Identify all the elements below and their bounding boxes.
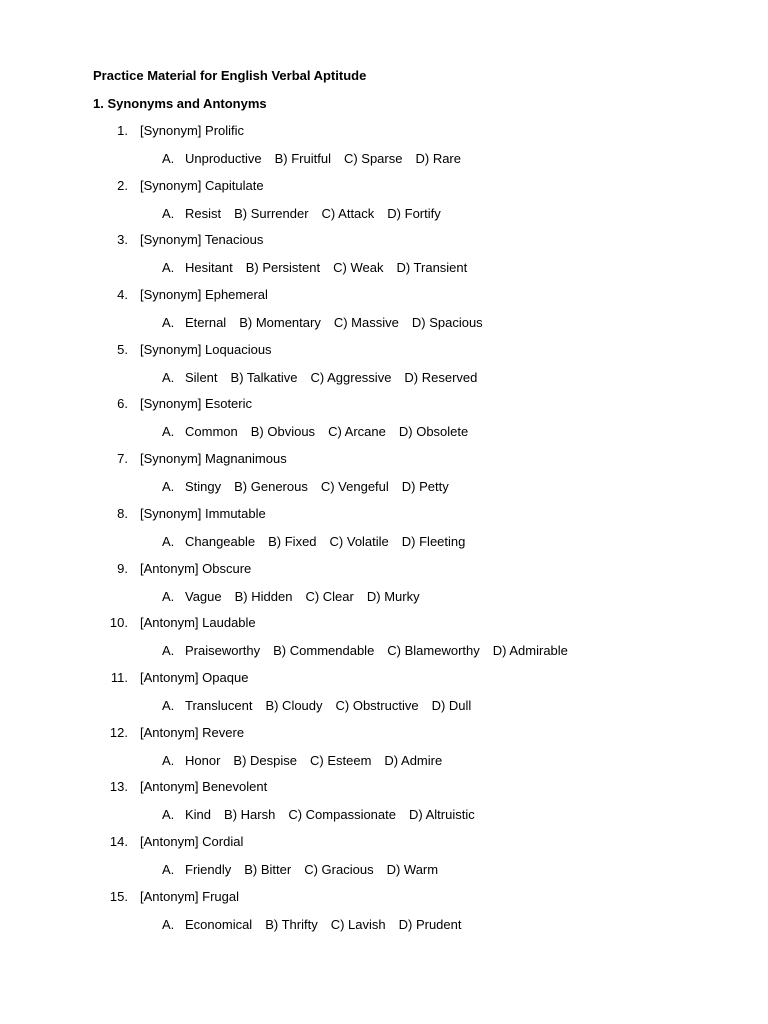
option-a-marker: A. [162,916,175,932]
question-word: Capitulate [205,177,264,193]
question-item [0,561,768,616]
question-item [0,123,768,178]
answer-option: D) Admirable [492,643,568,659]
answer-options [162,151,474,167]
question-item [0,779,768,834]
answer-option: D) Fortify [387,205,441,221]
answer-option: Economical [185,916,253,932]
answer-options [162,315,496,331]
question-item [0,670,768,725]
answer-option: C) Attack [321,205,375,221]
question-word: Prolific [205,123,245,138]
answer-options [162,479,462,495]
answer-option: B) Harsh [224,807,276,823]
answer-option: D) Murky [366,588,420,604]
question-word: Magnanimous [205,451,287,467]
answer-option: D) Reserved [404,369,478,385]
question-item [0,506,768,561]
option-a-marker: A. [162,588,175,604]
answer-option: Common [185,424,238,440]
question-text [140,889,239,905]
answer-option: Friendly [185,861,232,877]
answer-option: Praiseworthy [185,643,261,659]
question-item [0,889,768,944]
question-number: 2. [117,177,128,193]
answer-options [162,534,478,550]
answer-option: Translucent [185,697,253,713]
option-a-marker: A. [162,369,175,385]
question-number: 14. [109,833,128,849]
question-word: Obscure [202,560,252,576]
answer-option: D) Altruistic [408,807,475,823]
answer-option: D) Admire [384,752,443,768]
answer-option: C) Arcane [328,424,386,440]
answer-option: B) Bitter [244,861,292,877]
question-item [0,615,768,670]
question-number: 9. [117,560,128,576]
answer-option: Vague [185,588,222,604]
answer-option: C) Aggressive [310,369,392,385]
question-text [140,287,268,303]
question-text [140,342,272,358]
question-word: Benevolent [202,779,268,795]
question-number: 15. [109,888,128,904]
answer-option: B) Despise [233,752,297,768]
answer-option: D) Prudent [398,916,462,932]
answer-option: B) Talkative [230,369,298,385]
question-item [0,834,768,889]
answer-options [162,807,488,823]
question-text [140,232,263,248]
question-number: 11. [110,669,128,685]
question-text [140,834,243,850]
answer-options [162,862,451,878]
answer-options [162,753,455,769]
question-text [140,506,266,522]
question-text [140,451,287,467]
answer-option: B) Generous [234,479,308,495]
option-a-marker: A. [162,315,175,331]
option-a-marker: A. [162,807,175,823]
question-type-tag: [Synonym] [140,505,202,521]
question-item [0,451,768,506]
answer-option: C) Massive [333,315,399,331]
answer-option: Silent [185,369,218,385]
question-text [140,123,244,139]
answer-option: D) Rare [415,151,461,166]
answer-option: D) Petty [401,479,449,495]
answer-option: Stingy [185,479,222,495]
question-word: Immutable [205,505,266,521]
question-number: 5. [117,341,128,357]
question-item [0,342,768,397]
option-a-marker: A. [162,643,175,659]
answer-option: C) Sparse [343,151,403,166]
answer-options [162,643,581,659]
question-type-tag: [Antonym] [140,724,199,740]
option-a-marker: A. [162,533,175,549]
answer-option: B) Commendable [273,643,375,659]
option-a-marker: A. [162,697,175,713]
answer-option: B) Hidden [234,588,293,604]
question-type-tag: [Synonym] [140,396,202,412]
answer-option: D) Spacious [411,315,483,331]
question-item [0,232,768,287]
option-a-marker: A. [162,424,175,440]
question-list [0,123,768,943]
answer-option: D) Dull [431,697,472,713]
question-type-tag: [Antonym] [140,615,199,631]
question-type-tag: [Synonym] [140,287,202,303]
question-number: 10. [109,615,128,631]
question-word: Frugal [202,888,240,904]
answer-option: C) Clear [305,588,354,604]
question-item [0,725,768,780]
question-word: Opaque [202,669,249,685]
answer-option: Unproductive [185,151,262,166]
question-number: 6. [117,396,128,412]
question-type-tag: [Antonym] [140,669,199,685]
option-a-marker: A. [162,479,175,495]
answer-option: C) Obstructive [335,697,419,713]
answer-option: B) Surrender [234,205,309,221]
option-a-marker: A. [162,752,175,768]
answer-option: D) Obsolete [398,424,469,440]
question-type-tag: [Synonym] [140,177,202,193]
question-type-tag: [Antonym] [140,833,199,849]
answer-option: B) Fixed [268,533,317,549]
answer-option: D) Warm [386,861,439,877]
question-type-tag: [Synonym] [140,123,202,138]
option-a-marker: A. [162,260,175,276]
question-type-tag: [Synonym] [140,451,202,467]
answer-options [162,424,481,440]
question-number: 4. [117,287,128,303]
question-number: 8. [117,505,128,521]
answer-option: D) Fleeting [401,533,466,549]
answer-option: B) Thrifty [265,916,318,932]
question-number: 1. [117,123,128,138]
answer-option: Resist [185,205,222,221]
section-heading: 1. Synonyms and Antonyms [93,96,267,111]
answer-option: B) Momentary [239,315,321,331]
answer-option: C) Vengeful [320,479,389,495]
answer-option: B) Persistent [245,260,321,276]
question-type-tag: [Synonym] [140,341,202,357]
question-word: Laudable [202,615,256,631]
question-text [140,615,256,631]
option-a-marker: A. [162,861,175,877]
answer-options [162,260,480,276]
question-number: 13. [109,779,128,795]
question-text [140,779,267,795]
answer-option: C) Volatile [329,533,389,549]
question-word: Loquacious [205,341,272,357]
answer-option: C) Compassionate [288,807,396,823]
answer-option: Eternal [185,315,227,331]
question-text [140,670,248,686]
question-word: Esoteric [205,396,253,412]
question-number: 7. [117,451,128,467]
question-text [140,396,252,412]
question-type-tag: [Antonym] [140,560,199,576]
answer-option: B) Cloudy [265,697,323,713]
answer-option: B) Fruitful [274,151,331,166]
document-title: Practice Material for English Verbal Aptitude [93,68,367,83]
answer-options [162,698,484,714]
question-number: 12. [109,724,128,740]
answer-option: Kind [185,807,212,823]
answer-option: C) Weak [333,260,384,276]
answer-options [162,589,433,605]
option-a-marker: A. [162,205,175,221]
question-type-tag: [Synonym] [140,232,202,248]
answer-option: C) Gracious [304,861,374,877]
answer-option: B) Obvious [250,424,316,440]
option-a-marker: A. [162,151,175,166]
question-text [140,178,264,194]
question-word: Tenacious [204,232,264,248]
question-text [140,725,244,741]
answer-options [162,370,490,386]
answer-options [162,206,454,222]
answer-option: C) Blameworthy [387,643,480,659]
question-number: 3. [117,232,128,248]
answer-option: Hesitant [185,260,233,276]
question-word: Revere [202,724,245,740]
question-type-tag: [Antonym] [140,888,199,904]
answer-options [162,917,475,933]
answer-option: Honor [185,752,221,768]
question-word: Ephemeral [205,287,268,303]
question-word: Cordial [202,833,244,849]
answer-option: C) Lavish [330,916,386,932]
question-text [140,561,251,577]
question-item [0,178,768,233]
question-item [0,287,768,342]
answer-option: C) Esteem [310,752,372,768]
question-type-tag: [Antonym] [140,779,199,795]
answer-option: D) Transient [396,260,468,276]
question-item [0,396,768,451]
answer-option: Changeable [185,533,256,549]
